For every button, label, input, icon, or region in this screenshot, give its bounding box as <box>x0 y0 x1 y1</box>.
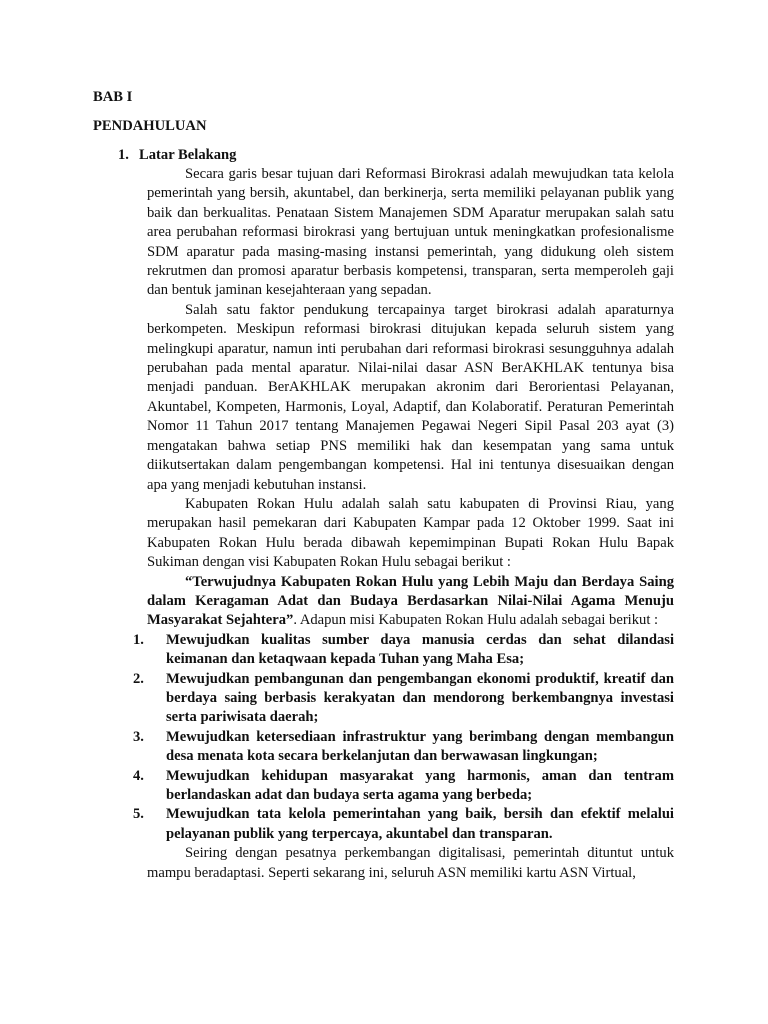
mission-text: Mewujudkan tata kelola pemerintahan yang baik, bersih dan efektif melalui pelayanan publik yang terpercaya, akuntabel dan transparan. <box>166 806 674 842</box>
mission-item <box>133 767 674 806</box>
closing-paragraph: Seiring dengan pesatnya perkembangan digitalisasi, pemerintah dituntut untuk mampu beradaptasi. Seperti sekarang ini, seluruh ASN memiliki kartu ASN Virtual, <box>147 845 674 881</box>
paragraph-3: Kabupaten Rokan Hulu adalah salah satu kabupaten di Provinsi Riau, yang merupakan hasil pemekaran dari Kabupaten Kampar pada 12 Oktober 1999. Saat ini Kabupaten Rokan Hulu berada dibawah kepemimpinan Bupati Rokan Hulu Bapak Sukiman dengan visi Kabupaten Rokan Hulu sebagai berikut : <box>147 495 674 571</box>
paragraph-2: Salah satu faktor pendukung tercapainya target birokrasi adalah aparaturnya berkompeten. Meskipun reformasi birokrasi ditujukan kepada seluruh sistem yang melingkupi aparatur, namun inti perubahan dari reformasi birokrasi sesungguhnya adalah perubahan pada mental aparatur. Nilai-nilai dasar ASN BerAKHLAK tentunya bisa menjadi panduan. BerAKHLAK merupakan akronim dari Berorientasi Pelayanan, Akuntabel, Kompeten, Harmonis, Loyal, Adaptif, dan Kolaboratif. Peraturan Pemerintah Nomor 11 Tahun 2017 tentang Manajemen Pegawai Negeri Sipil Pasal 203 ayat (3) mengatakan bahwa setiap PNS memiliki hak dan kesempatan yang sama untuk diikutsertakan dalam pengembangan kompetensi. Hal ini tentunya disesuaikan dengan apa yang menjadi kebutuhan instansi. <box>147 301 674 493</box>
vision-paragraph <box>147 573 674 631</box>
mission-number: 5. <box>133 806 144 823</box>
mission-text: Mewujudkan kualitas sumber daya manusia cerdas dan sehat dilandasi keimanan dan ketaqwaan kepada Tuhan yang Maha Esa; <box>166 631 674 668</box>
mission-item <box>133 805 674 844</box>
chapter-title: PENDAHULUAN <box>93 118 207 134</box>
section-body <box>133 165 674 883</box>
mission-list <box>133 631 674 844</box>
vision-after-text: . Adapun misi Kabupaten Rokan Hulu adalah sebagai berikut : <box>293 612 659 629</box>
mission-text: Mewujudkan kehidupan masyarakat yang harmonis, aman dan tentram berlandaskan adat dan budaya serta agama yang berbeda; <box>166 767 674 803</box>
mission-number: 2. <box>133 670 144 687</box>
paragraph-1: Secara garis besar tujuan dari Reformasi Birokrasi adalah mewujudkan tata kelola pemerintah yang bersih, akuntabel, dan berkinerja, serta memiliki pelayanan publik yang baik dan berkualitas. Penataan Sistem Manajemen SDM Aparatur merupakan salah satu area perubahan reformasi birokrasi yang bertujuan untuk meningkatkan profesionalisme SDM aparatur pada masing-masing instansi pemerintah, yang didukung oleh sistem rekrutmen dan promosi aparatur berbasis kompetensi, transparan, serta memperoleh gaji dan bentuk jaminan kesejahteraan yang sepadan. <box>147 166 674 299</box>
mission-text: Mewujudkan ketersediaan infrastruktur yang berimbang dengan membangun desa menata kota secara berkelanjutan dan berwawasan lingkungan; <box>166 728 674 765</box>
mission-number: 3. <box>133 728 144 745</box>
vision-quote: “Terwujudnya Kabupaten Rokan Hulu yang Lebih Maju dan Berdaya Saing dalam Keragaman Adat dan Budaya Berdasarkan Nilai-Nilai Agama Menuju Masyarakat Sejahtera” <box>147 573 674 629</box>
mission-number: 1. <box>133 631 144 648</box>
mission-text: Mewujudkan pembangunan dan pengembangan ekonomi produktif, kreatif dan berdaya saing berbasis kerakyatan dan mendorong berkembangnya investasi serta pariwisata daerah; <box>166 670 674 726</box>
mission-item <box>133 670 674 728</box>
chapter-number: BAB I <box>93 89 133 105</box>
section-title: Latar Belakang <box>139 147 237 163</box>
mission-item <box>133 728 674 767</box>
mission-item <box>133 631 674 670</box>
mission-number: 4. <box>133 767 144 784</box>
section-heading <box>118 146 236 165</box>
section-number: 1. <box>118 147 129 163</box>
